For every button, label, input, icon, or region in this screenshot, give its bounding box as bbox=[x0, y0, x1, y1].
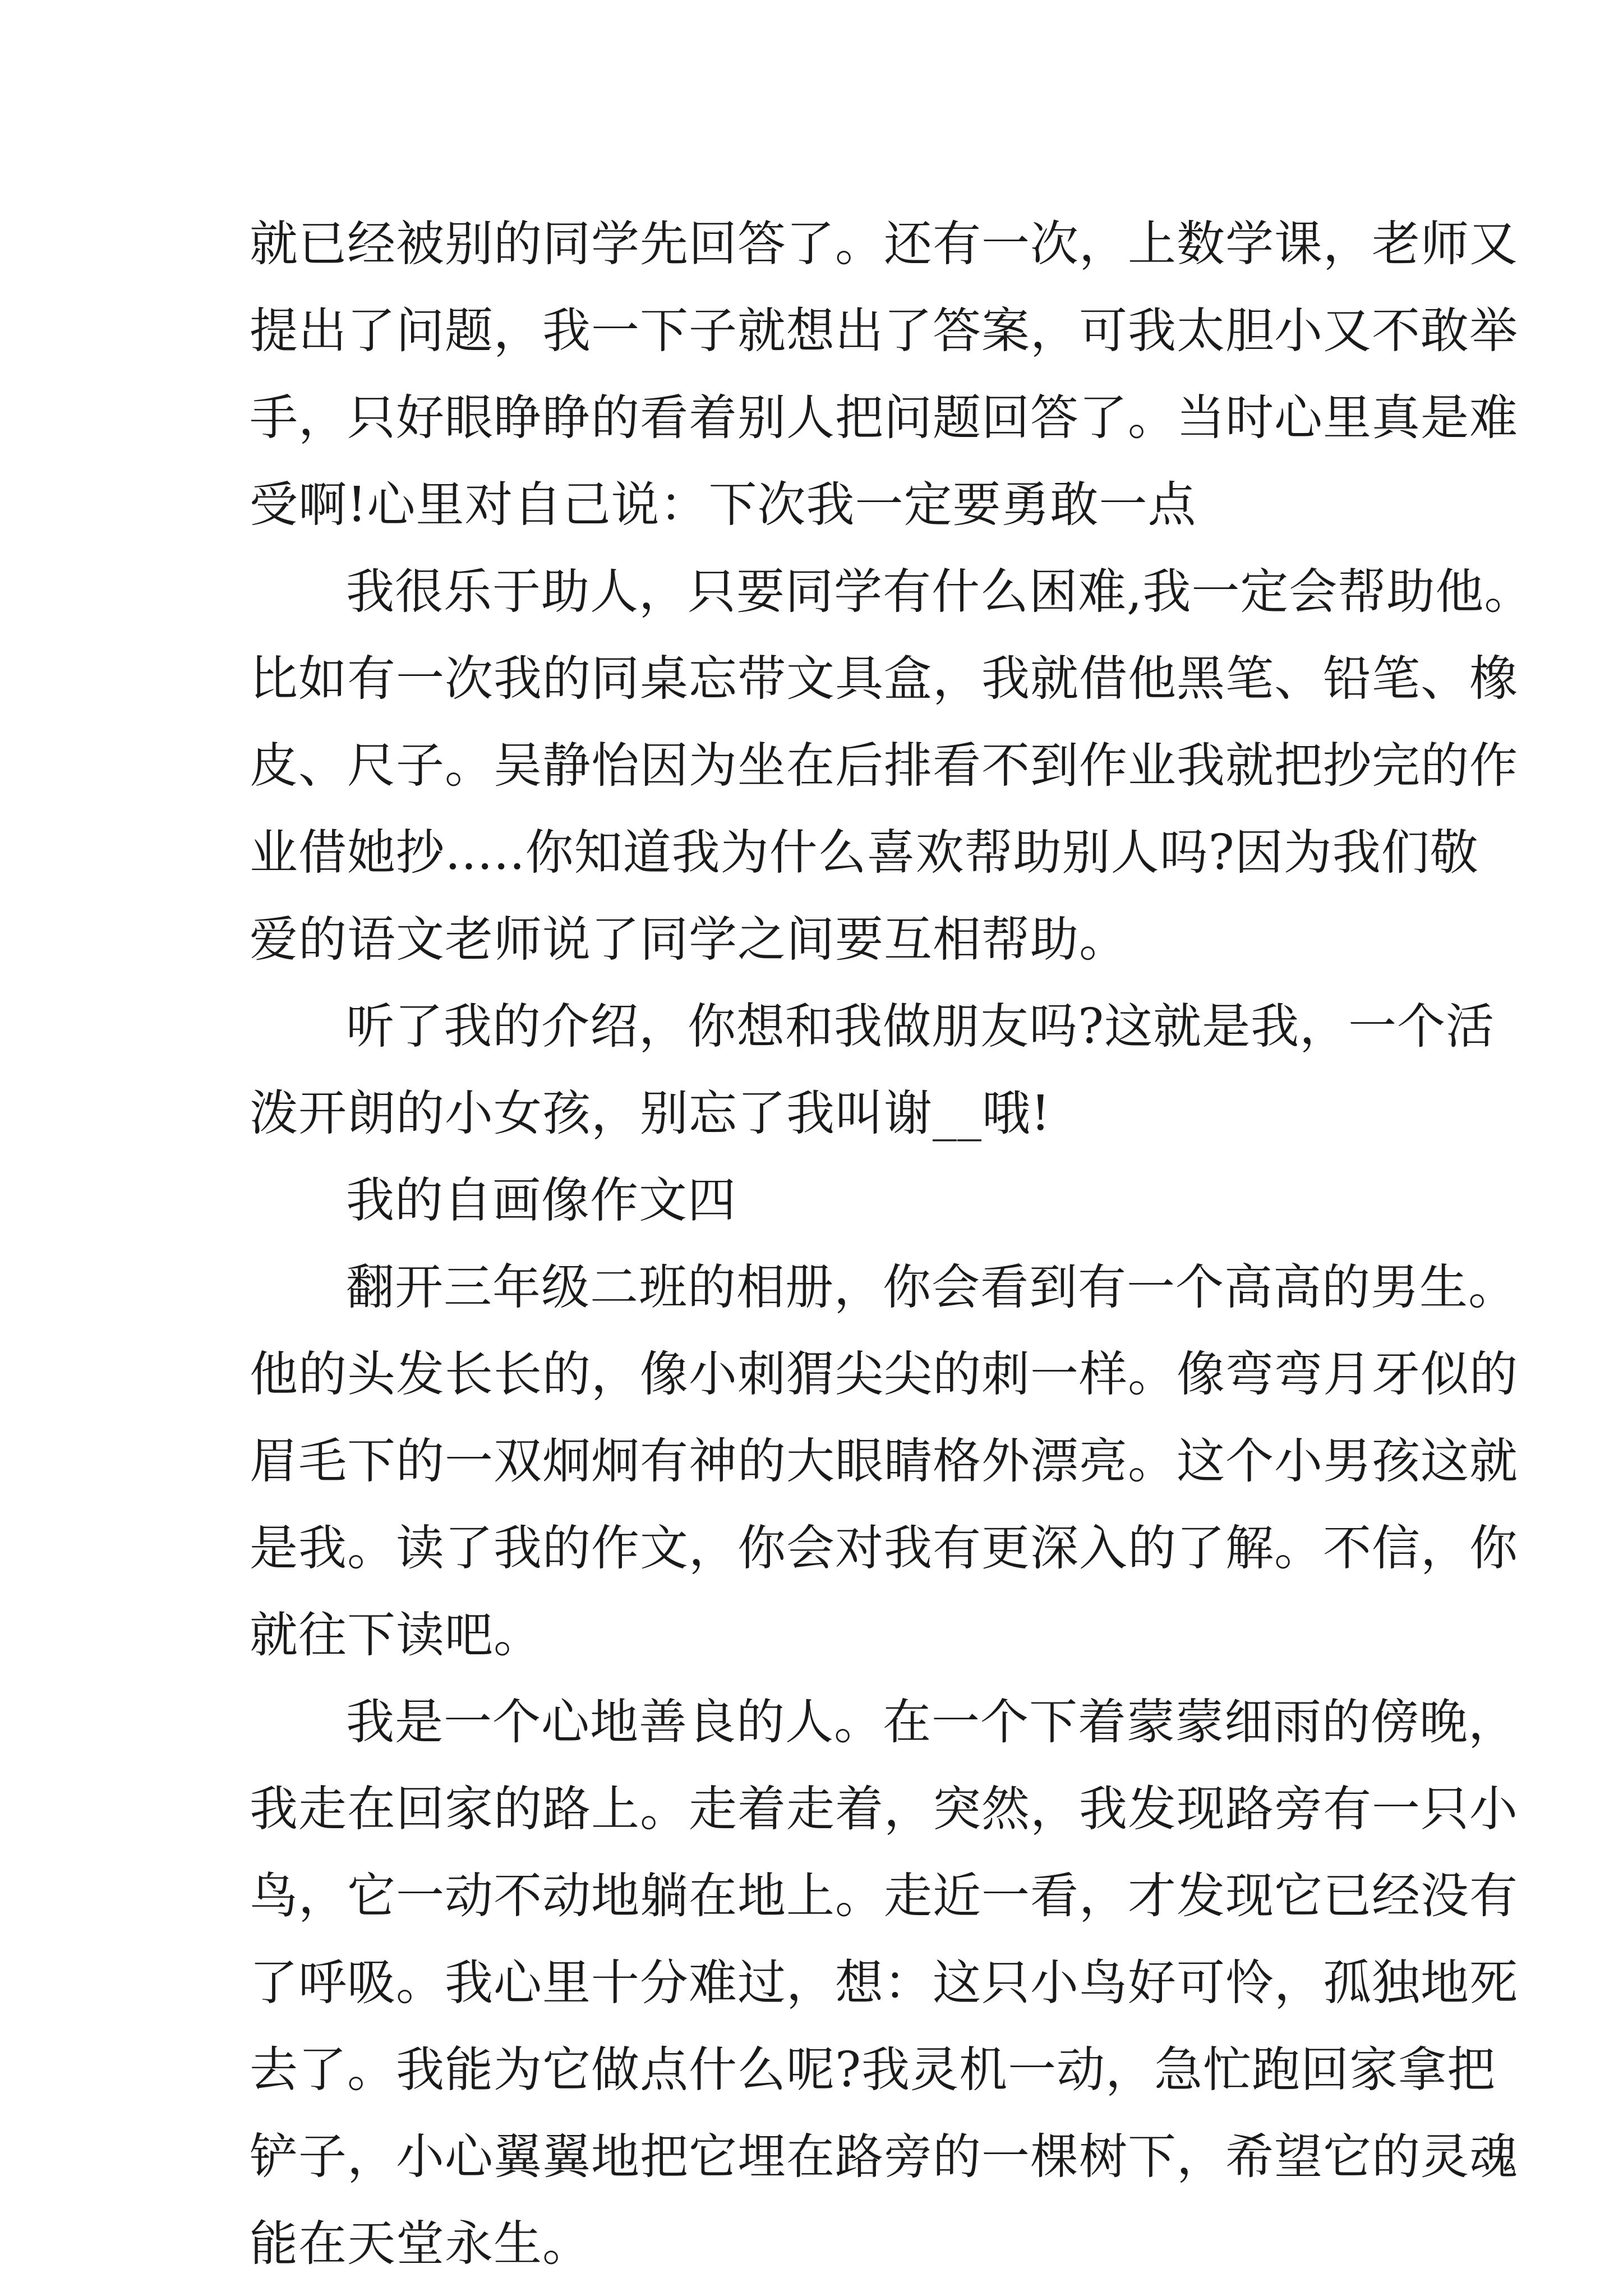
text-line: 手，只好眼睁睁的看着别人把问题回答了。当时心里真是难 bbox=[250, 390, 1518, 446]
text-line: 泼开朗的小女孩，别忘了我叫谢__哦! bbox=[250, 1085, 1051, 1142]
text-line: 提出了问题，我一下子就想出了答案，可我太胆小又不敢举 bbox=[250, 303, 1518, 359]
text-line: 眉毛下的一双炯炯有神的大眼睛格外漂亮。这个小男孩这就 bbox=[250, 1433, 1518, 1489]
text-line: 就已经被别的同学先回答了。还有一次，上数学课，老师又 bbox=[250, 216, 1518, 272]
text-line: 爱的语文老师说了同学之间要互相帮助。 bbox=[250, 912, 1128, 968]
paragraph-start-line: 翻开三年级二班的相册，你会看到有一个高高的男生。 bbox=[346, 1259, 1517, 1315]
text-line: 是我。读了我的作文，你会对我有更深入的了解。不信，你 bbox=[250, 1520, 1518, 1576]
text-line: 他的头发长长的，像小刺猬尖尖的刺一样。像弯弯月牙似的 bbox=[250, 1346, 1518, 1402]
paragraph-start-line: 我是一个心地善良的人。在一个下着蒙蒙细雨的傍晚， bbox=[346, 1694, 1517, 1750]
text-line: 鸟，它一动不动地躺在地上。走近一看，才发现它已经没有 bbox=[250, 1868, 1518, 1924]
text-line: 受啊!心里对自己说：下次我一定要勇敢一点 bbox=[250, 477, 1197, 533]
text-line: 比如有一次我的同桌忘带文具盒，我就借他黑笔、铅笔、橡 bbox=[250, 651, 1518, 707]
paragraph-start-line: 听了我的介绍，你想和我做朋友吗?这就是我，一个活 bbox=[346, 999, 1495, 1055]
paragraph-start-line: 我很乐于助人，只要同学有什么困难,我一定会帮助他。 bbox=[346, 564, 1533, 620]
text-line: 铲子，小心翼翼地把它埋在路旁的一棵树下，希望它的灵魂 bbox=[250, 2129, 1518, 2185]
text-line: 业借她抄…..你知道我为什么喜欢帮助别人吗?因为我们敬 bbox=[250, 825, 1479, 881]
text-line: 就往下读吧。 bbox=[250, 1607, 542, 1663]
text-line: 我走在回家的路上。走着走着，突然，我发现路旁有一只小 bbox=[250, 1781, 1518, 1837]
text-line: 去了。我能为它做点什么呢?我灵机一动，急忙跑回家拿把 bbox=[250, 2042, 1496, 2098]
text-line: 了呼吸。我心里十分难过，想：这只小鸟好可怜，孤独地死 bbox=[250, 1955, 1518, 2011]
section-heading: 我的自画像作文四 bbox=[346, 1172, 736, 1228]
document-body bbox=[250, 201, 1533, 2288]
text-line: 皮、尺子。吴静怡因为坐在后排看不到作业我就把抄完的作 bbox=[250, 738, 1518, 794]
text-line: 能在天堂永生。 bbox=[250, 2216, 591, 2272]
